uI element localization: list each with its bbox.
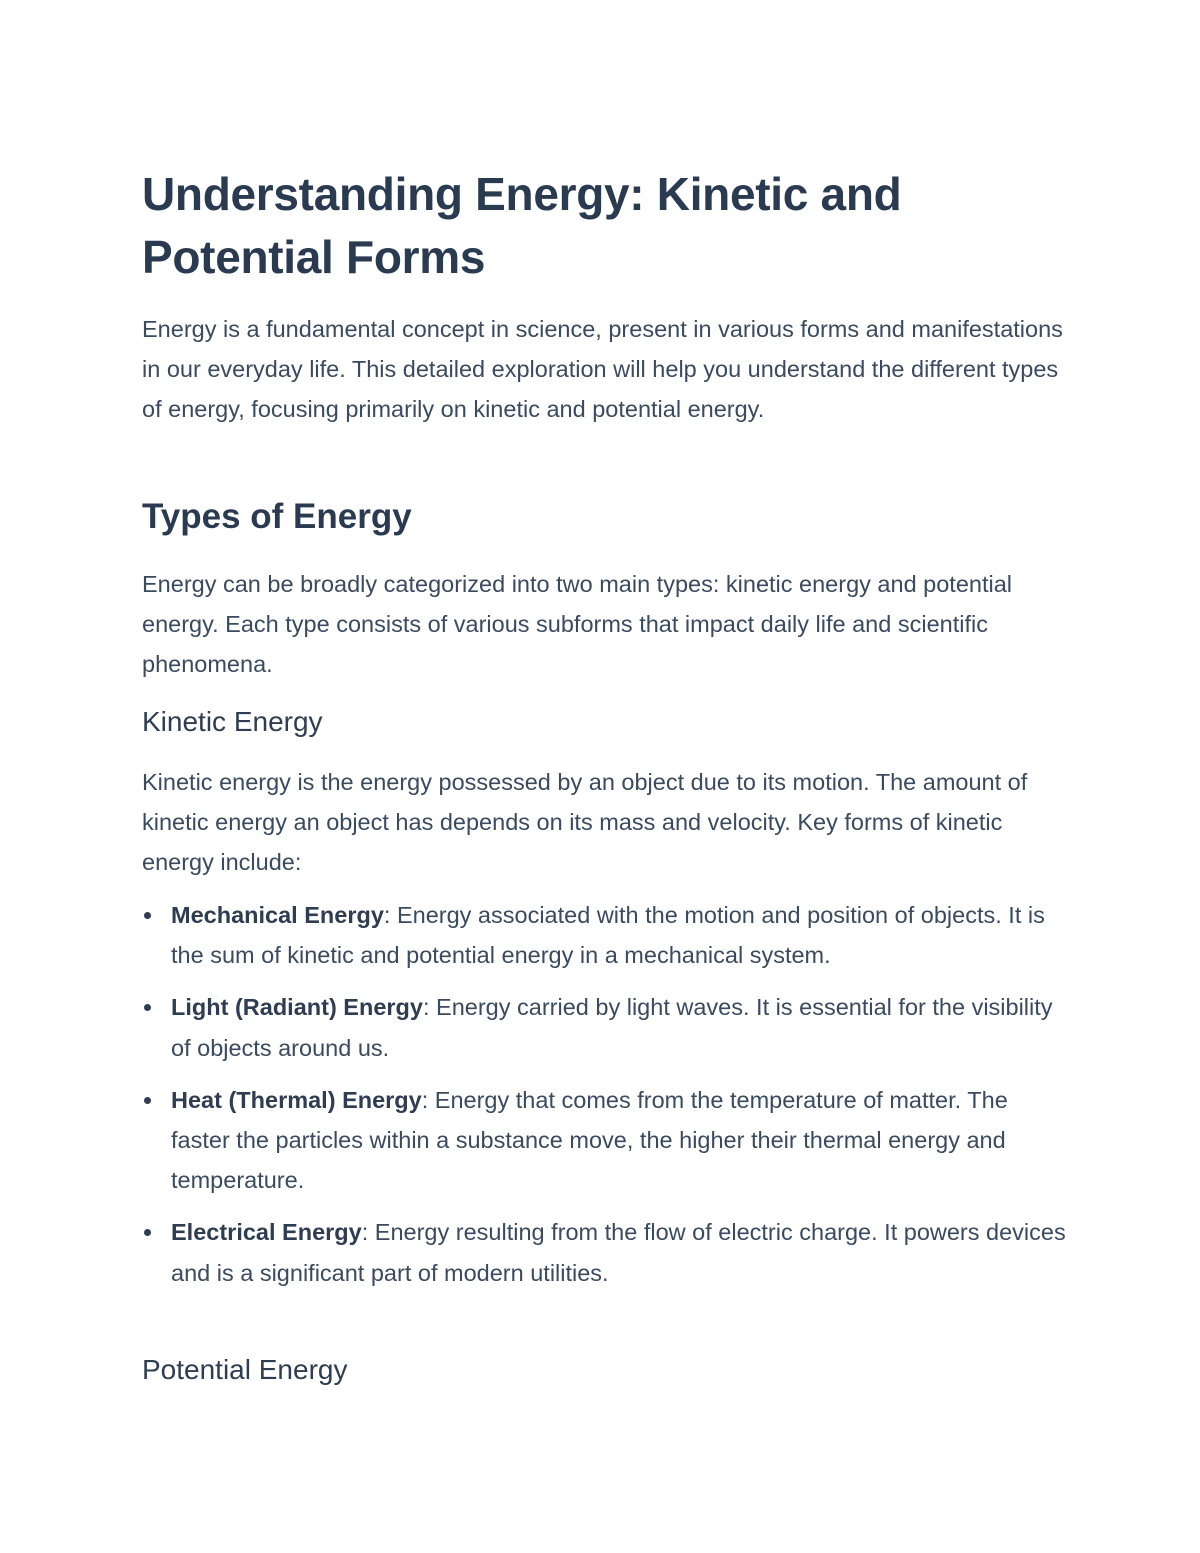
types-paragraph: Energy can be broadly categorized into two main types: kinetic energy and potential energy. Each type consists of various subforms that impact daily life and scientific phenomena. [142,571,1013,678]
bullet-icon [144,912,151,919]
list-item-term: Electrical Energy [171,1219,362,1246]
kinetic-paragraph: Kinetic energy is the energy possessed by an object due to its motion. The amount of kinetic energy an object has depends on its mass and velocity. Key forms of kinetic energy include: [142,769,1028,876]
list-item-desc: : Energy that comes from the temperature of matter. The faster the particles within a substance move, the higher their thermal energy and temperature. [171,1086,1008,1194]
list-item [142,1212,1067,1292]
bullet-icon [144,1004,151,1011]
list-item-term: Light (Radiant) Energy [171,994,423,1021]
list-item [142,895,1067,975]
page-title: Understanding Energy: Kinetic and Potential Forms [142,168,902,283]
list-item-term: Heat (Thermal) Energy [171,1086,422,1113]
list-item [142,1080,1067,1201]
potential-energy-heading: Potential Energy [142,1354,348,1385]
list-item [142,987,1067,1067]
kinetic-energy-heading: Kinetic Energy [142,706,323,737]
list-item-desc: : Energy carried by light waves. It is essential for the visibility of objects around us. [171,994,1053,1061]
types-of-energy-heading: Types of Energy [142,497,412,536]
list-item-term: Mechanical Energy [171,902,384,928]
intro-paragraph: Energy is a fundamental concept in science, present in various forms and manifestations in our everyday life. This detailed exploration will help you understand the different types of energy, focusing primarily on kinetic and potential energy. [142,316,1063,423]
kinetic-forms-list [142,895,1067,1305]
bullet-icon [144,1097,151,1104]
list-item-desc: : Energy resulting from the flow of electric charge. It powers devices and is a significant part of modern utilities. [171,1219,1066,1286]
list-item-desc: : Energy associated with the motion and position of objects. It is the sum of kinetic and potential energy in a mechanical system. [171,902,1045,969]
bullet-icon [144,1229,151,1236]
